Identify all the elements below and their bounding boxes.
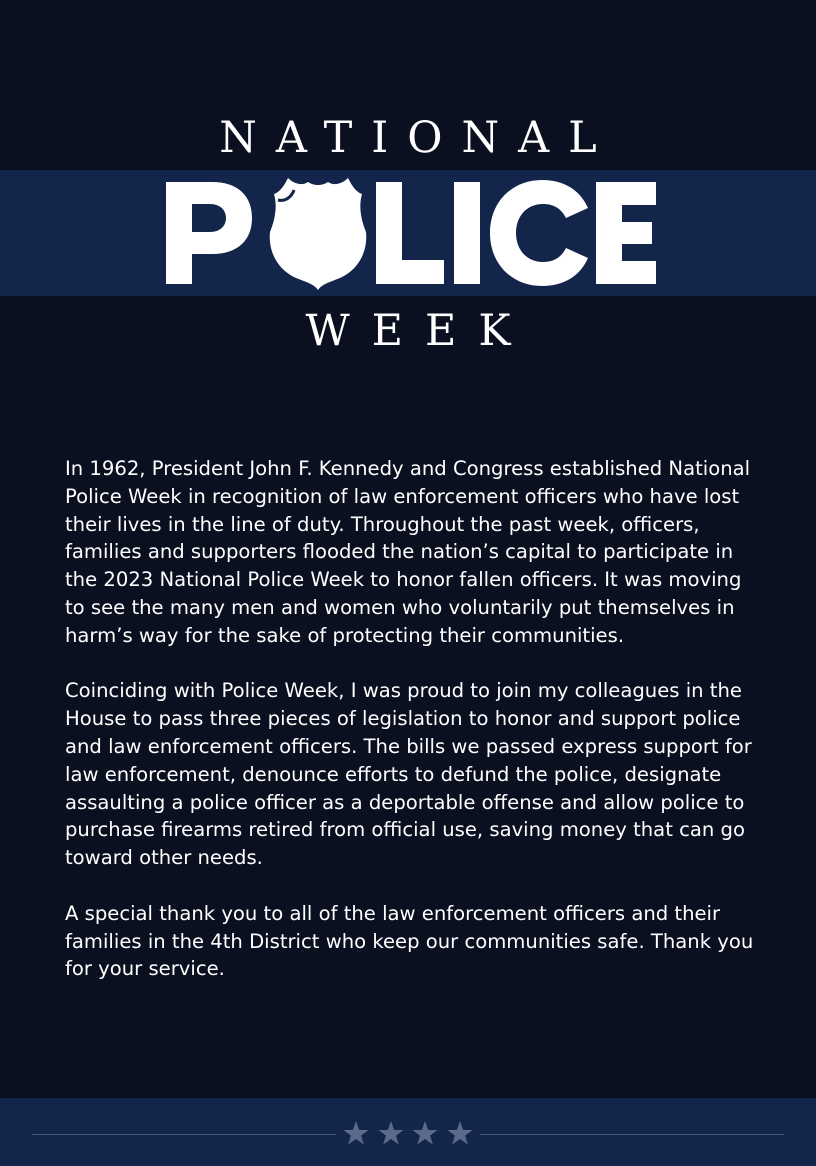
star-icon [378, 1121, 403, 1145]
police-badge-icon [270, 178, 367, 290]
logo-letter-c [490, 180, 588, 286]
star-icon [343, 1121, 368, 1145]
paragraph-2: Coinciding with Police Week, I was proud to join my colleagues in the House to pass three pieces of legislation to honor and support police and law enforcement officers. The bills we passed express support for law enforcement, denounce efforts to defund the police, designate assaulting a police officer as a deportable offense and allow police to purchase firearms retired from official use, saving money that can go toward other needs. [65, 679, 752, 870]
star-icon [412, 1121, 437, 1145]
message-body [65, 455, 755, 1011]
logo-letter-l [376, 182, 444, 284]
footer-divider-left [32, 1134, 336, 1135]
logo-week-text: WEEK [305, 306, 533, 356]
logo-letter-p [166, 182, 252, 284]
paragraph-3: A special thank you to all of the law enforcement officers and their families in the 4th District who keep our communities safe. Thank you for your service. [65, 901, 754, 981]
police-logo [166, 178, 656, 290]
star-icon [447, 1121, 472, 1145]
logo-national-text: NATIONAL [219, 113, 616, 163]
paragraph-1: In 1962, President John F. Kennedy and Congress established National Police Week in recognition of law enforcement officers who have lost their lives in the line of duty. Throughout the past week, officers, families and supporters flooded the nation’s capital to participate in the 2023 National Police Week to honor fallen officers. It was moving to see the many men and women who voluntarily put themselves in harm’s way for the sake of protecting their communities. [65, 457, 751, 647]
footer-divider-right [480, 1134, 784, 1135]
footer-stars [340, 1116, 476, 1152]
logo-letter-e [596, 182, 656, 284]
logo-letter-i [454, 182, 480, 284]
